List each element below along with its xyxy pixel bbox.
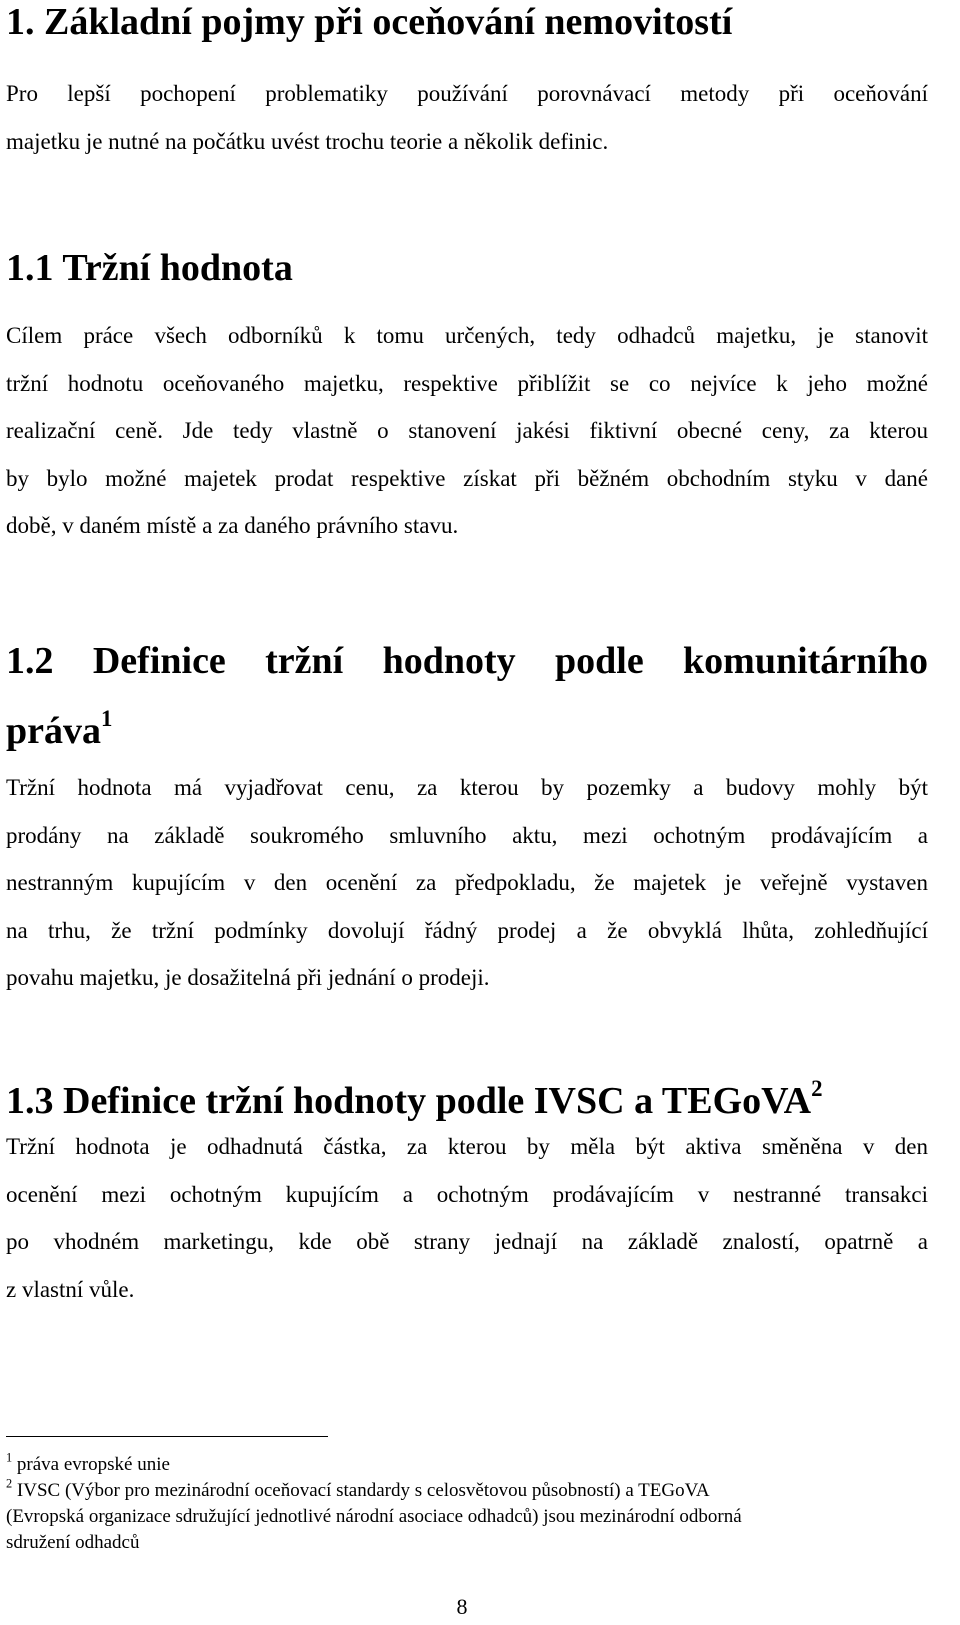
text-line: z vlastní vůle. (6, 1276, 135, 1302)
text-line: povahu majetku, je dosažitelná při jednání o prodeji. (6, 965, 490, 990)
paragraph-1-3 (6, 1123, 928, 1313)
footnote-line: sdružení odhadců (6, 1532, 140, 1553)
footnote-text: práva evropské unie (16, 1454, 170, 1475)
chapter-heading: 1. Základní pojmy při oceňování nemovitostí (6, 1, 733, 43)
text-line: Pro lepší pochopení problematiky používání porovnávací metody při oceňování (6, 81, 928, 106)
heading-text: práva (6, 710, 101, 752)
section-heading-1-3 (6, 1075, 928, 1123)
footnote-ref-2[interactable]: 2 (811, 1075, 823, 1101)
text-line: na trhu, že tržní podmínky dovolují řádný prodej a že obvyklá lhůta, zohledňující (6, 917, 928, 943)
footnote-mark: 1 (6, 1450, 13, 1465)
heading-text: 1.3 Definice tržní hodnoty podle IVSC a TEGoVA (6, 1080, 812, 1122)
text-line: nestranným kupujícím v den ocenění za předpokladu, že majetek je veřejně vystaven (6, 870, 928, 895)
section-heading-1-2 (6, 626, 928, 766)
heading-line: 1.2 Definice tržní hodnoty podle komunitárního (6, 640, 928, 682)
text-line: by bylo možné majetek prodat respektive získat při běžném obchodním styku v dané (6, 465, 928, 491)
paragraph-1-2 (6, 764, 928, 1002)
intro-paragraph (6, 70, 928, 165)
text-line: době, v daném místě a za daného právního stavu. (6, 513, 459, 538)
text-line: ocenění mezi ochotným kupujícím a ochotným prodávajícím v nestranné transakci (6, 1181, 928, 1207)
page-number: 8 (456, 1594, 468, 1619)
text-line: tržní hodnotu oceňovaného majetku, respektive přiblížit se co nejvíce k jeho možné (6, 370, 928, 396)
footnote-line: (Evropská organizace sdružující jednotlivé národní asociace odhadců) jsou mezinárodní odborná (6, 1506, 742, 1527)
section-heading-1-1: 1.1 Tržní hodnota (6, 247, 293, 289)
footnote-text: IVSC (Výbor pro mezinárodní oceňovací standardy s celosvětovou působností) a TEGoVA (16, 1480, 710, 1501)
text-line: realizační ceně. Jde tedy vlastně o stanovení jakési fiktivní obecné ceny, za kterou (6, 418, 928, 443)
footnote-separator (6, 1436, 328, 1437)
text-line: Tržní hodnota má vyjadřovat cenu, za kterou by pozemky a budovy mohly být (6, 775, 928, 800)
footnote-line (6, 1478, 928, 1504)
footnote-2 (6, 1478, 928, 1556)
text-line: po vhodném marketingu, kde obě strany jednají na základě znalostí, opatrně a (6, 1229, 928, 1254)
footnote-ref-1[interactable]: 1 (101, 705, 113, 731)
text-line: prodány na základě soukromého smluvního aktu, mezi ochotným prodávajícím a (6, 822, 928, 848)
text-line: Tržní hodnota je odhadnutá částka, za kterou by měla být aktiva směněna v den (6, 1134, 928, 1159)
footnote-1 (6, 1452, 928, 1478)
text-line: majetku je nutné na počátku uvést trochu teorie a několik definic. (6, 128, 609, 154)
paragraph-1-1 (6, 312, 928, 550)
heading-line (6, 696, 928, 766)
text-line: Cílem práce všech odborníků k tomu určených, tedy odhadců majetku, je stanovit (6, 323, 928, 348)
footnote-mark: 2 (6, 1476, 13, 1491)
